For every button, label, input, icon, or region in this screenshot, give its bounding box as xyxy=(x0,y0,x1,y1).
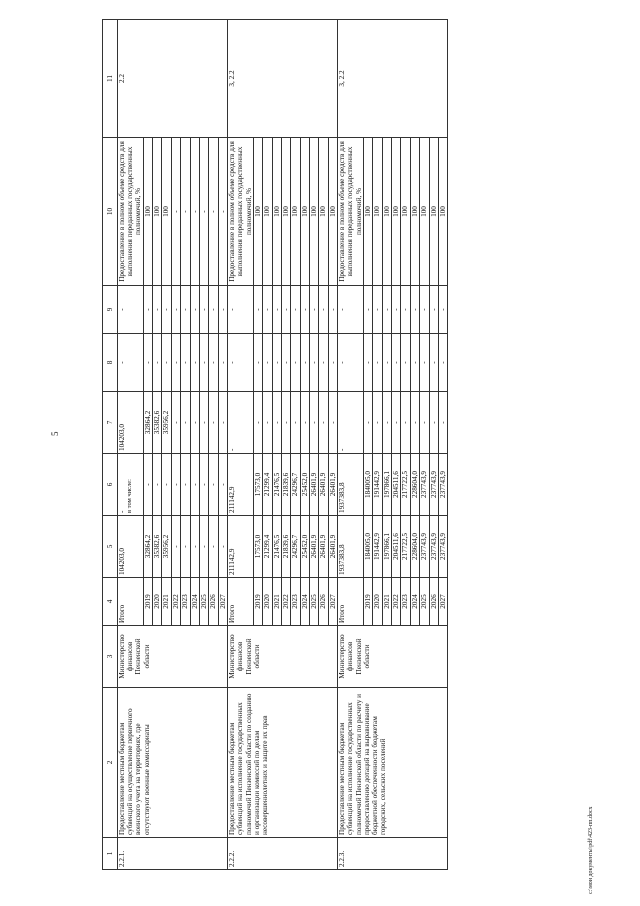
amount-total: - xyxy=(199,516,208,578)
amount-federal: - xyxy=(392,392,401,454)
year-cell: 2024 xyxy=(410,578,419,626)
col-number-3: 3 xyxy=(103,626,118,688)
indicator-value: 100 xyxy=(328,138,337,286)
indicator-value: 100 xyxy=(281,138,290,286)
col-number-6: 6 xyxy=(103,454,118,516)
year-cell: 2023 xyxy=(181,578,190,626)
amount-col9: - xyxy=(272,286,281,334)
amount-col8: - xyxy=(181,334,190,392)
amount-regional: 25452,0 xyxy=(300,454,309,516)
amount-total: 21299,4 xyxy=(263,516,272,578)
amount-col9: - xyxy=(401,286,410,334)
amount-regional: 237743,9 xyxy=(438,454,447,516)
reference-numbers: 3, 2.2 xyxy=(338,20,448,138)
year-cell: 2024 xyxy=(300,578,309,626)
col-number-9: 9 xyxy=(103,286,118,334)
amount-col9: - xyxy=(291,286,300,334)
amount-regional: - xyxy=(181,454,190,516)
year-cell: 2022 xyxy=(281,578,290,626)
amount-federal: - xyxy=(272,392,281,454)
amount-federal: - xyxy=(328,392,337,454)
amount-col8: - xyxy=(438,334,447,392)
year-cell: 2023 xyxy=(401,578,410,626)
year-cell: 2023 xyxy=(291,578,300,626)
activity-executor: Министерство финансов Пензенской области xyxy=(228,626,338,688)
amount-regional: 197866,1 xyxy=(382,454,391,516)
year-cell: 2026 xyxy=(429,578,438,626)
amount-col8: - xyxy=(373,334,382,392)
amount-regional: 204511,6 xyxy=(392,454,401,516)
reference-numbers: 2.2 xyxy=(118,20,228,138)
amount-col9: - xyxy=(153,286,162,334)
indicator-value: 100 xyxy=(382,138,391,286)
total-col8: - xyxy=(118,334,144,392)
indicator-value: 100 xyxy=(373,138,382,286)
amount-col9: - xyxy=(373,286,382,334)
amount-col9: - xyxy=(253,286,262,334)
total-col8: - xyxy=(228,334,254,392)
amount-col8: - xyxy=(190,334,199,392)
year-cell: 2019 xyxy=(253,578,262,626)
year-cell: 2022 xyxy=(392,578,401,626)
col-number-5: 5 xyxy=(103,516,118,578)
col-number-10: 10 xyxy=(103,138,118,286)
indicator-value: 100 xyxy=(319,138,328,286)
amount-total: 35382,6 xyxy=(153,516,162,578)
amount-federal: - xyxy=(310,392,319,454)
amount-col8: - xyxy=(199,334,208,392)
amount-total: 204511,6 xyxy=(392,516,401,578)
reference-numbers: 3, 2.2 xyxy=(228,20,338,138)
year-cell: 2020 xyxy=(263,578,272,626)
amount-federal: - xyxy=(281,392,290,454)
amount-col9: - xyxy=(162,286,171,334)
amount-regional: - xyxy=(190,454,199,516)
amount-col9: - xyxy=(263,286,272,334)
amount-federal: - xyxy=(209,392,218,454)
amount-federal: - xyxy=(373,392,382,454)
amount-col9: - xyxy=(438,286,447,334)
amount-federal: - xyxy=(429,392,438,454)
total-regional: 1937383,8 xyxy=(338,454,364,516)
indicator-value: 100 xyxy=(420,138,429,286)
amount-total: 217722,5 xyxy=(401,516,410,578)
indicator-value: 100 xyxy=(401,138,410,286)
amount-col9: - xyxy=(328,286,337,334)
col-number-1: 1 xyxy=(103,838,118,870)
amount-regional: 184005,0 xyxy=(363,454,372,516)
amount-total: 237743,9 xyxy=(438,516,447,578)
amount-federal: - xyxy=(190,392,199,454)
amount-total: - xyxy=(181,516,190,578)
amount-col8: - xyxy=(392,334,401,392)
amount-regional: 228604,0 xyxy=(410,454,419,516)
indicator-value: - xyxy=(181,138,190,286)
amount-col8: - xyxy=(153,334,162,392)
col-number-11: 11 xyxy=(103,20,118,138)
amount-total: - xyxy=(218,516,227,578)
year-cell: 2027 xyxy=(438,578,447,626)
amount-total: - xyxy=(171,516,180,578)
amount-regional: 26401,9 xyxy=(310,454,319,516)
amount-col8: - xyxy=(218,334,227,392)
activity-name: Предоставление местным бюджетам субвенций на исполнение государственных полномочий Пензенской области по созданию и организации комиссий по делам несовершеннолетних и защите их прав xyxy=(228,688,338,838)
total-col9: - xyxy=(228,286,254,334)
amount-total: 35956,2 xyxy=(162,516,171,578)
indicator-value: 100 xyxy=(392,138,401,286)
total-label: Итого xyxy=(338,578,364,626)
year-cell: 2020 xyxy=(153,578,162,626)
indicator-value: - xyxy=(209,138,218,286)
amount-federal: - xyxy=(363,392,372,454)
amount-total: - xyxy=(209,516,218,578)
amount-federal: - xyxy=(171,392,180,454)
amount-regional: - xyxy=(153,454,162,516)
year-cell: 2025 xyxy=(199,578,208,626)
page-number: 5 xyxy=(50,431,60,436)
amount-total: 197866,1 xyxy=(382,516,391,578)
amount-federal: - xyxy=(218,392,227,454)
amount-regional: 26401,9 xyxy=(319,454,328,516)
amount-col8: - xyxy=(363,334,372,392)
year-cell: 2021 xyxy=(272,578,281,626)
indicator-value: 100 xyxy=(143,138,152,286)
indicator-value: 100 xyxy=(363,138,372,286)
amount-total: 26401,9 xyxy=(310,516,319,578)
amount-col8: - xyxy=(162,334,171,392)
indicator-value: 100 xyxy=(263,138,272,286)
year-cell: 2026 xyxy=(319,578,328,626)
amount-regional: - xyxy=(199,454,208,516)
amount-col8: - xyxy=(420,334,429,392)
year-cell: 2025 xyxy=(420,578,429,626)
amount-federal: 32864,2 xyxy=(143,392,152,454)
total-regional: 211142,9 xyxy=(228,454,254,516)
total-label: Итого xyxy=(228,578,254,626)
amount-federal: - xyxy=(319,392,328,454)
indicator-value: - xyxy=(190,138,199,286)
amount-federal: - xyxy=(401,392,410,454)
amount-federal: - xyxy=(300,392,309,454)
program-table-sheet xyxy=(102,20,612,870)
total-col8: - xyxy=(338,334,364,392)
indicator-value: - xyxy=(199,138,208,286)
indicator-value: 100 xyxy=(291,138,300,286)
year-cell: 2019 xyxy=(143,578,152,626)
amount-federal: - xyxy=(291,392,300,454)
amount-col9: - xyxy=(319,286,328,334)
amount-federal: - xyxy=(410,392,419,454)
amount-federal: - xyxy=(382,392,391,454)
amount-regional: - xyxy=(209,454,218,516)
amount-federal: - xyxy=(253,392,262,454)
indicator-value: 100 xyxy=(310,138,319,286)
amount-regional: 21299,4 xyxy=(263,454,272,516)
activity-executor: Министерство финансов Пензенской области xyxy=(338,626,448,688)
amount-col8: - xyxy=(272,334,281,392)
amount-regional: - xyxy=(218,454,227,516)
activity-total-row xyxy=(338,20,364,870)
year-cell: 2021 xyxy=(162,578,171,626)
column-number-header-row xyxy=(103,20,118,870)
amount-col8: - xyxy=(209,334,218,392)
year-cell: 2019 xyxy=(363,578,372,626)
program-activities-table xyxy=(102,19,448,870)
total-col9: - xyxy=(118,286,144,334)
amount-col8: - xyxy=(328,334,337,392)
amount-col9: - xyxy=(281,286,290,334)
year-cell: 2027 xyxy=(218,578,227,626)
indicator-value: 100 xyxy=(253,138,262,286)
amount-col8: - xyxy=(401,334,410,392)
amount-regional: 191442,9 xyxy=(373,454,382,516)
activity-total-row xyxy=(118,20,144,870)
amount-regional: 237743,9 xyxy=(420,454,429,516)
col-number-4: 4 xyxy=(103,578,118,626)
amount-regional: 21839,6 xyxy=(281,454,290,516)
amount-col9: - xyxy=(363,286,372,334)
amount-total: 237743,9 xyxy=(420,516,429,578)
amount-total: 26401,9 xyxy=(319,516,328,578)
amount-col9: - xyxy=(420,286,429,334)
amount-federal: - xyxy=(181,392,190,454)
amount-total: 17573,0 xyxy=(253,516,262,578)
amount-regional: 217722,5 xyxy=(401,454,410,516)
total-amount: 104203,0 xyxy=(118,516,144,578)
year-cell: 2021 xyxy=(382,578,391,626)
amount-total: 21476,5 xyxy=(272,516,281,578)
indicator-value: 100 xyxy=(438,138,447,286)
total-amount: 211142,9 xyxy=(228,516,254,578)
amount-regional: 17573,0 xyxy=(253,454,262,516)
col-number-7: 7 xyxy=(103,392,118,454)
amount-col9: - xyxy=(209,286,218,334)
amount-federal: 35382,6 xyxy=(153,392,162,454)
in-that-number-label: в том числе: xyxy=(126,479,134,513)
amount-col9: - xyxy=(392,286,401,334)
amount-federal: - xyxy=(420,392,429,454)
col-number-2: 2 xyxy=(103,688,118,838)
total-amount: 1937383,8 xyxy=(338,516,364,578)
amount-col8: - xyxy=(171,334,180,392)
col-number-8: 8 xyxy=(103,334,118,392)
amount-regional: - xyxy=(143,454,152,516)
activity-code: 2.2.1. xyxy=(118,838,228,870)
total-federal: 104203,0 xyxy=(118,392,144,454)
amount-total: - xyxy=(190,516,199,578)
year-cell: 2020 xyxy=(373,578,382,626)
amount-regional: 21476,5 xyxy=(272,454,281,516)
indicator-value: 100 xyxy=(410,138,419,286)
amount-regional: 237743,9 xyxy=(429,454,438,516)
total-federal: - xyxy=(228,392,254,454)
total-label: Итого xyxy=(118,578,144,626)
amount-regional: 24296,7 xyxy=(291,454,300,516)
activity-name: Предоставление местным бюджетам субвенций на исполнение государственных полномочий Пензенской области по расчету и предоставлению дотаций на выравнивание бюджетной обеспеченности бюджетам городских, сельских поселений xyxy=(338,688,448,838)
activity-code: 2.2.2. xyxy=(228,838,338,870)
amount-col8: - xyxy=(143,334,152,392)
amount-col8: - xyxy=(281,334,290,392)
amount-total: 26401,9 xyxy=(328,516,337,578)
total-federal: - xyxy=(338,392,364,454)
amount-total: 21839,6 xyxy=(281,516,290,578)
amount-total: 25452,0 xyxy=(300,516,309,578)
amount-col9: - xyxy=(171,286,180,334)
amount-col9: - xyxy=(410,286,419,334)
amount-col9: - xyxy=(199,286,208,334)
amount-col8: - xyxy=(429,334,438,392)
amount-total: 237743,9 xyxy=(429,516,438,578)
amount-total: 228604,0 xyxy=(410,516,419,578)
amount-total: 191442,9 xyxy=(373,516,382,578)
amount-col9: - xyxy=(181,286,190,334)
year-cell: 2024 xyxy=(190,578,199,626)
amount-col8: - xyxy=(410,334,419,392)
year-cell: 2025 xyxy=(310,578,319,626)
amount-col8: - xyxy=(291,334,300,392)
year-cell: 2022 xyxy=(171,578,180,626)
amount-col8: - xyxy=(263,334,272,392)
total-col9: - xyxy=(338,286,364,334)
indicator-value: 100 xyxy=(429,138,438,286)
amount-col9: - xyxy=(300,286,309,334)
footer-file-path: c:\мои документы\pdf\423-пп.docx xyxy=(588,806,594,894)
indicator-text: Предоставление в полном объеме средств для выполнения переданных государственных полномочий, % xyxy=(338,138,364,286)
amount-col8: - xyxy=(382,334,391,392)
total-regional: - в том числе: xyxy=(118,454,144,516)
amount-col9: - xyxy=(218,286,227,334)
amount-federal: 35956,2 xyxy=(162,392,171,454)
amount-federal: - xyxy=(263,392,272,454)
activity-name: Предоставление местным бюджетам субвенций на осуществление первичного воинского учета на территориях, где отсутствуют военные комиссариаты xyxy=(118,688,228,838)
amount-col8: - xyxy=(310,334,319,392)
amount-col9: - xyxy=(429,286,438,334)
indicator-value: 100 xyxy=(272,138,281,286)
indicator-value: - xyxy=(218,138,227,286)
indicator-value: 100 xyxy=(300,138,309,286)
amount-col9: - xyxy=(310,286,319,334)
amount-total: 184005,0 xyxy=(363,516,372,578)
amount-col9: - xyxy=(143,286,152,334)
activity-executor: Министерство финансов Пензенской области xyxy=(118,626,228,688)
indicator-value: 100 xyxy=(153,138,162,286)
indicator-text: Предоставление в полном объеме средств для выполнения переданных государственных полномочий, % xyxy=(228,138,254,286)
amount-col9: - xyxy=(190,286,199,334)
amount-regional: 26401,9 xyxy=(328,454,337,516)
amount-col8: - xyxy=(300,334,309,392)
indicator-value: 100 xyxy=(162,138,171,286)
activity-code: 2.2.3. xyxy=(338,838,448,870)
activity-total-row xyxy=(228,20,254,870)
amount-federal: - xyxy=(199,392,208,454)
amount-total: 32864,2 xyxy=(143,516,152,578)
year-cell: 2026 xyxy=(209,578,218,626)
year-cell: 2027 xyxy=(328,578,337,626)
amount-col9: - xyxy=(382,286,391,334)
indicator-text: Предоставление в полном объеме средств для выполнения переданных государственных полномочий, % xyxy=(118,138,144,286)
indicator-value: - xyxy=(171,138,180,286)
amount-col8: - xyxy=(253,334,262,392)
amount-regional: - xyxy=(162,454,171,516)
amount-col8: - xyxy=(319,334,328,392)
amount-total: 24296,7 xyxy=(291,516,300,578)
amount-regional: - xyxy=(171,454,180,516)
amount-federal: - xyxy=(438,392,447,454)
